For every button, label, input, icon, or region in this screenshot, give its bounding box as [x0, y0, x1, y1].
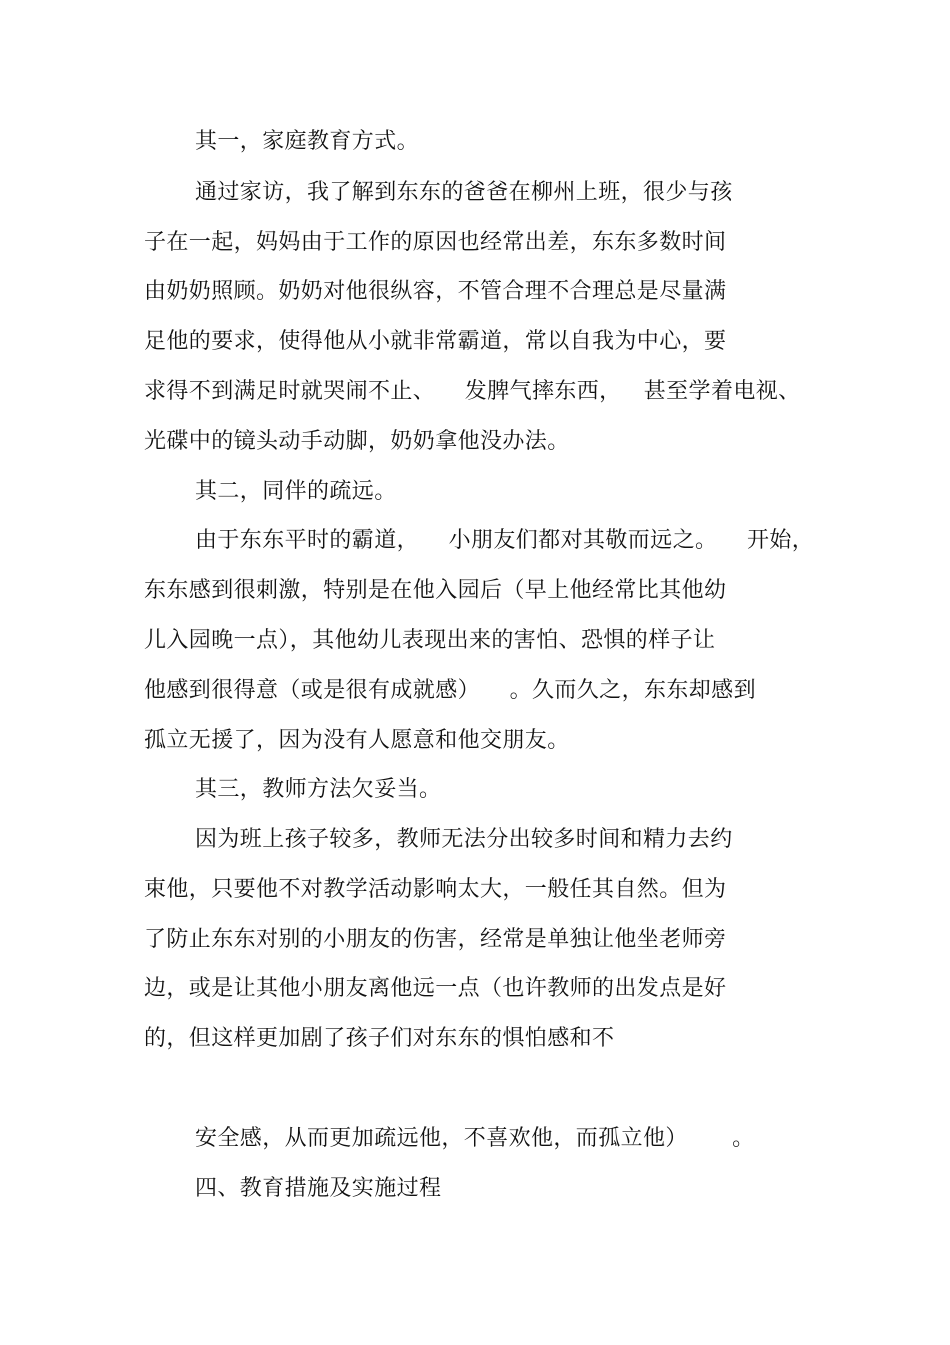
paragraph-line: 孤立无援了，因为没有人愿意和他交朋友。 — [144, 728, 570, 753]
heading-teacher-method: 其三，教师方法欠妥当。 — [195, 777, 442, 802]
paragraph-line: 由奶奶照顾。奶奶对他很纵容，不管合理不合理总是尽量满 — [144, 279, 727, 304]
paragraph-line: 安全感，从而更加疏远他，不喜欢他，而孤立他） 。 — [195, 1126, 755, 1151]
heading-peer-alienation: 其二，同伴的疏远。 — [195, 479, 397, 504]
paragraph-line: 由于东东平时的霸道， 小朋友们都对其敬而远之。 开始， — [195, 528, 815, 553]
heading-education-measures: 四、教育措施及实施过程 — [195, 1176, 442, 1201]
paragraph-line: 因为班上孩子较多，教师无法分出较多时间和精力去约 — [195, 827, 733, 852]
paragraph-line: 足他的要求，使得他从小就非常霸道，常以自我为中心，要 — [144, 329, 727, 354]
paragraph-line: 通过家访，我了解到东东的爸爸在柳州上班，很少与孩 — [195, 180, 733, 205]
paragraph-line: 东东感到很刺激，特别是在他入园后（早上他经常比其他幼 — [144, 578, 727, 603]
paragraph-line: 子在一起，妈妈由于工作的原因也经常出差，东东多数时间 — [144, 230, 727, 255]
paragraph-line: 求得不到满足时就哭闹不止、 发脾气摔东西， 甚至学着电视、 — [144, 379, 801, 404]
paragraph-line: 儿入园晚一点），其他幼儿表现出来的害怕、恐惧的样子让 — [144, 628, 716, 653]
heading-family-education: 其一，家庭教育方式。 — [195, 129, 420, 154]
paragraph-line: 光碟中的镜头动手动脚，奶奶拿他没办法。 — [144, 429, 570, 454]
paragraph-line: 他感到很得意（或是很有成就感） 。久而久之，东东却感到 — [144, 678, 756, 703]
paragraph-line: 束他，只要他不对教学活动影响太大，一般任其自然。但为 — [144, 877, 727, 902]
paragraph-line: 了防止东东对别的小朋友的伤害，经常是单独让他坐老师旁 — [144, 927, 727, 952]
paragraph-line: 边，或是让其他小朋友离他远一点（也许教师的出发点是好 — [144, 976, 727, 1001]
paragraph-line: 的，但这样更加剧了孩子们对东东的惧怕感和不 — [144, 1026, 615, 1051]
